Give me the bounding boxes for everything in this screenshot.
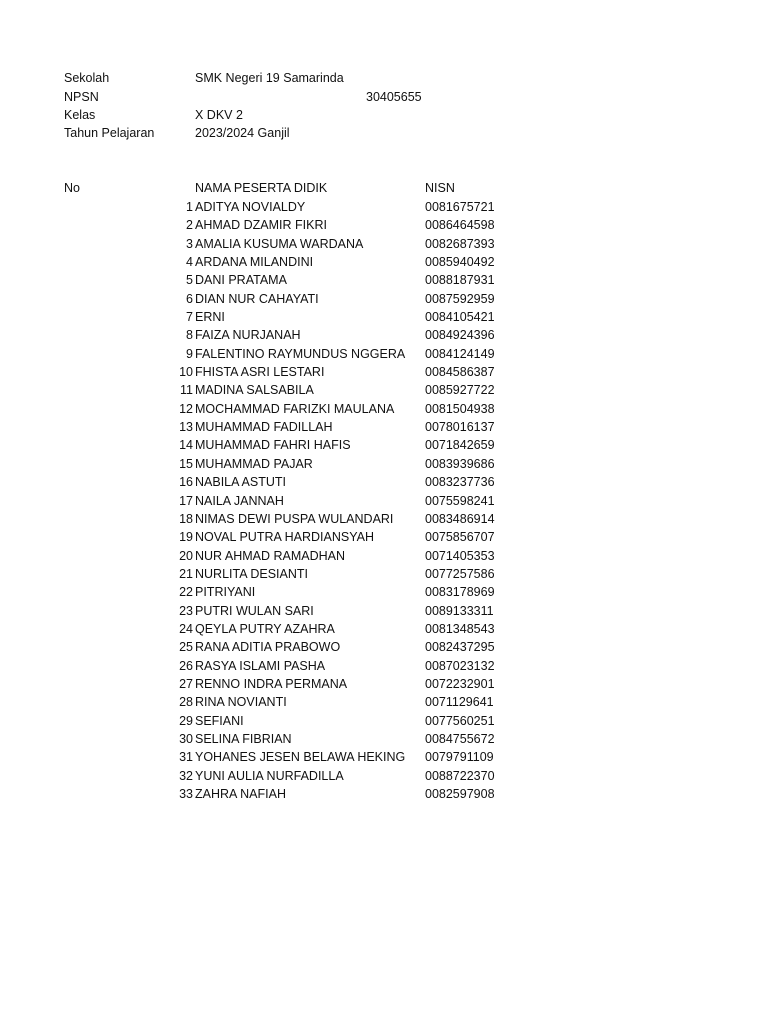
row-number: 21 <box>179 566 193 581</box>
student-nisn: 0079791109 <box>425 750 494 765</box>
row-number: 7 <box>186 310 193 325</box>
row-number: 12 <box>179 401 193 416</box>
student-nisn: 0084105421 <box>425 310 495 325</box>
table-row <box>0 271 768 289</box>
student-name: FHISTA ASRI LESTARI <box>195 365 325 380</box>
table-row <box>0 492 768 510</box>
table-row <box>0 235 768 253</box>
row-number: 29 <box>179 713 193 728</box>
table-row <box>0 583 768 601</box>
npsn-value: 30405655 <box>366 90 422 104</box>
student-name: NAILA JANNAH <box>195 493 284 508</box>
student-nisn: 0085927722 <box>425 383 495 398</box>
student-nisn: 0083939686 <box>425 456 495 471</box>
student-nisn: 0082597908 <box>425 787 495 801</box>
student-nisn: 0071842659 <box>425 438 495 453</box>
student-nisn: 0071405353 <box>425 548 495 563</box>
header-name: NAMA PESERTA DIDIK <box>195 181 328 195</box>
row-number: 26 <box>179 658 193 673</box>
table-row <box>0 712 768 730</box>
row-number: 18 <box>179 511 193 526</box>
table-row <box>0 547 768 565</box>
row-number: 11 <box>180 383 193 398</box>
table-row <box>0 363 768 381</box>
student-nisn: 0081348543 <box>425 621 495 636</box>
student-nisn: 0081675721 <box>425 200 495 214</box>
student-nisn: 0077560251 <box>425 713 495 728</box>
table-row <box>0 473 768 491</box>
row-number: 24 <box>179 621 193 636</box>
table-row <box>0 216 768 234</box>
student-nisn: 0082687393 <box>425 236 495 251</box>
student-name: FALENTINO RAYMUNDUS NGGERA <box>195 346 406 361</box>
table-row <box>0 400 768 418</box>
student-name: DANI PRATAMA <box>195 273 287 288</box>
student-name: AMALIA KUSUMA WARDANA <box>195 236 364 251</box>
student-name: SEFIANI <box>195 713 244 728</box>
student-nisn: 0083178969 <box>425 585 495 600</box>
student-name: NABILA ASTUTI <box>195 475 287 490</box>
student-nisn: 0085940492 <box>425 255 495 270</box>
class-value: X DKV 2 <box>195 108 243 122</box>
student-name: PUTRI WULAN SARI <box>195 603 314 618</box>
student-nisn: 0075598241 <box>425 493 495 508</box>
student-name: RENNO INDRA PERMANA <box>195 676 348 691</box>
row-number: 14 <box>179 438 193 453</box>
row-number: 23 <box>179 603 193 618</box>
row-number: 25 <box>179 640 193 655</box>
row-number: 20 <box>179 548 193 563</box>
table-row <box>0 528 768 546</box>
row-number: 15 <box>179 456 193 471</box>
npsn-label: NPSN <box>64 90 99 104</box>
row-number: 27 <box>179 676 193 691</box>
student-nisn: 0084124149 <box>425 346 495 361</box>
school-value: SMK Negeri 19 Samarinda <box>195 71 344 85</box>
row-number: 2 <box>186 218 193 233</box>
student-name: MUHAMMAD FAHRI HAFIS <box>195 438 351 453</box>
year-value: 2023/2024 Ganjil <box>195 126 290 140</box>
student-name: RASYA ISLAMI PASHA <box>195 658 326 673</box>
student-name: MADINA SALSABILA <box>195 383 314 398</box>
student-name: SELINA FIBRIAN <box>195 731 292 746</box>
student-nisn: 0077257586 <box>425 566 495 581</box>
row-number: 22 <box>179 585 193 600</box>
row-number: 16 <box>179 475 193 490</box>
student-name: MUHAMMAD PAJAR <box>195 456 313 471</box>
table-row <box>0 730 768 748</box>
student-name: NIMAS DEWI PUSPA WULANDARI <box>195 511 394 526</box>
table-row <box>0 418 768 436</box>
student-name: MUHAMMAD FADILLAH <box>195 420 333 435</box>
class-label: Kelas <box>64 108 96 122</box>
row-number: 1 <box>186 200 193 214</box>
student-nisn: 0089133311 <box>425 603 494 618</box>
student-name: ZAHRA NAFIAH <box>195 787 286 801</box>
year-label: Tahun Pelajaran <box>64 126 155 140</box>
table-row <box>0 620 768 638</box>
table-row <box>0 253 768 271</box>
student-nisn: 0088722370 <box>425 768 495 783</box>
header-no: No <box>64 181 80 195</box>
student-nisn: 0087592959 <box>425 291 495 306</box>
table-row <box>0 638 768 656</box>
table-header <box>0 179 768 197</box>
table-row <box>0 308 768 326</box>
info-row-npsn <box>0 88 768 106</box>
student-nisn: 0083237736 <box>425 475 495 490</box>
student-name: FAIZA NURJANAH <box>195 328 301 343</box>
student-nisn: 0082437295 <box>425 640 495 655</box>
student-name: ADITYA NOVIALDY <box>195 200 306 214</box>
student-name: PITRIYANI <box>195 585 256 600</box>
student-nisn: 0071129641 <box>425 695 494 710</box>
student-nisn: 0086464598 <box>425 218 495 233</box>
table-row <box>0 510 768 528</box>
student-name: NOVAL PUTRA HARDIANSYAH <box>195 530 374 545</box>
table-row <box>0 290 768 308</box>
table-row <box>0 785 768 803</box>
header-nisn: NISN <box>425 181 455 195</box>
student-nisn: 0084755672 <box>425 731 495 746</box>
student-name: ERNI <box>195 310 225 325</box>
student-list <box>0 198 768 803</box>
student-name: NURLITA DESIANTI <box>195 566 308 581</box>
row-number: 19 <box>179 530 193 545</box>
table-row <box>0 345 768 363</box>
info-row-class <box>0 106 768 124</box>
student-nisn: 0088187931 <box>425 273 495 288</box>
row-number: 5 <box>186 273 193 288</box>
student-nisn: 0087023132 <box>425 658 495 673</box>
table-row <box>0 657 768 675</box>
table-row <box>0 436 768 454</box>
table-row <box>0 748 768 766</box>
table-row <box>0 455 768 473</box>
student-name: QEYLA PUTRY AZAHRA <box>195 621 335 636</box>
student-name: DIAN NUR CAHAYATI <box>195 291 319 306</box>
row-number: 28 <box>179 695 193 710</box>
table-row <box>0 565 768 583</box>
table-row <box>0 602 768 620</box>
student-nisn: 0081504938 <box>425 401 495 416</box>
row-number: 6 <box>186 291 193 306</box>
student-name: ARDANA MILANDINI <box>195 255 314 270</box>
student-nisn: 0072232901 <box>425 676 495 691</box>
table-row <box>0 675 768 693</box>
info-row-school <box>0 69 768 87</box>
row-number: 10 <box>179 365 193 380</box>
table-row <box>0 767 768 785</box>
row-number: 8 <box>186 328 193 343</box>
student-name: MOCHAMMAD FARIZKI MAULANA <box>195 401 395 416</box>
table-row <box>0 198 768 216</box>
row-number: 3 <box>186 236 193 251</box>
row-number: 9 <box>186 346 193 361</box>
row-number: 32 <box>179 768 193 783</box>
row-number: 13 <box>179 420 193 435</box>
table-row <box>0 693 768 711</box>
info-row-year <box>0 124 768 142</box>
row-number: 4 <box>186 255 193 270</box>
student-name: NUR AHMAD RAMADHAN <box>195 548 346 563</box>
student-nisn: 0078016137 <box>425 420 495 435</box>
row-number: 31 <box>179 750 193 765</box>
student-nisn: 0075856707 <box>425 530 495 545</box>
student-nisn: 0084924396 <box>425 328 495 343</box>
student-name: RANA ADITIA PRABOWO <box>195 640 341 655</box>
student-nisn: 0084586387 <box>425 365 495 380</box>
row-number: 17 <box>179 493 193 508</box>
school-label: Sekolah <box>64 71 110 85</box>
student-name: YOHANES JESEN BELAWA HEKING <box>195 750 406 765</box>
student-name: AHMAD DZAMIR FIKRI <box>195 218 327 233</box>
student-nisn: 0083486914 <box>425 511 495 526</box>
table-row <box>0 381 768 399</box>
table-row <box>0 326 768 344</box>
student-name: RINA NOVIANTI <box>195 695 287 710</box>
row-number: 33 <box>179 787 193 801</box>
student-name: YUNI AULIA NURFADILLA <box>195 768 344 783</box>
row-number: 30 <box>179 731 193 746</box>
